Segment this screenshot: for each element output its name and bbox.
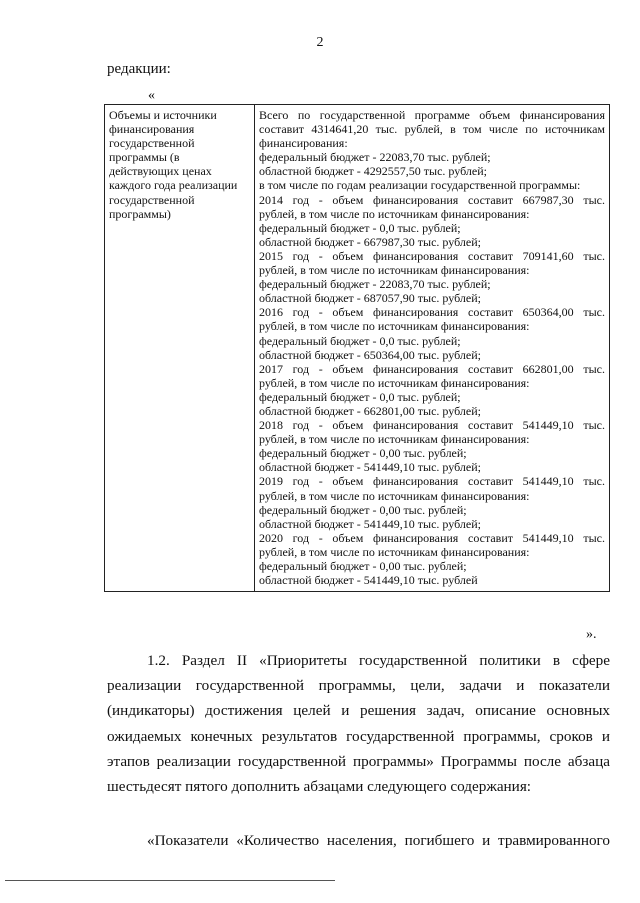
funding-line: областной бюджет - 662801,00 тыс. рублей;: [259, 403, 481, 418]
paragraph-line: этапов реализации государственной программы» Программы после абзаца: [107, 752, 610, 770]
table-row: [105, 105, 610, 592]
funding-line: рублей, в том числе по источникам финансирования:: [259, 263, 530, 278]
funding-line: рублей, в том числе по источникам финансирования:: [259, 319, 530, 334]
funding-line: 2020 год - объем финансирования составит 541449,10 тыс.: [259, 530, 605, 545]
funding-line: рублей, в том числе по источникам финансирования:: [259, 375, 530, 390]
funding-line: областной бюджет - 4292557,50 тыс. рублей;: [259, 164, 487, 179]
funding-line: областной бюджет - 541449,10 тыс. рублей;: [259, 516, 481, 531]
paragraph-line: (индикаторы) достижения целей и решения задач, описание основных: [107, 702, 610, 720]
funding-line: рублей, в том числе по источникам финансирования:: [259, 432, 530, 447]
footer-divider: [5, 880, 335, 881]
funding-line: федеральный бюджет - 0,0 тыс. рублей;: [259, 333, 461, 348]
intro-text: редакции:: [107, 61, 171, 77]
table-label-cell: Объемы и источники финансирования государственной программы (в действующих ценах каждого года реализации государственной программы): [105, 105, 255, 592]
funding-line: финансирования:: [259, 136, 348, 151]
funding-line: составит 4314641,20 тыс. рублей, в том числе по источникам: [259, 122, 605, 137]
funding-line: рублей, в том числе по источникам финансирования:: [259, 544, 530, 559]
funding-line: федеральный бюджет - 0,00 тыс. рублей;: [259, 502, 467, 517]
funding-line: рублей, в том числе по источникам финансирования:: [259, 206, 530, 221]
funding-line: федеральный бюджет - 22083,70 тыс. рублей;: [259, 277, 491, 292]
funding-line: областной бюджет - 541449,10 тыс. рублей;: [259, 460, 481, 475]
paragraph-line: шестьдесят пятого дополнить абзацами следующего содержания:: [107, 778, 532, 796]
funding-line: 2018 год - объем финансирования составит 541449,10 тыс.: [259, 418, 605, 433]
funding-line: рублей, в том числе по источникам финансирования:: [259, 488, 530, 503]
opening-quote-mark: «: [148, 88, 155, 103]
funding-line: федеральный бюджет - 0,00 тыс. рублей;: [259, 446, 467, 461]
funding-line: федеральный бюджет - 22083,70 тыс. рублей;: [259, 150, 491, 165]
paragraph-line: «Показатели «Количество населения, погибшего и травмированного: [147, 832, 610, 849]
page-number: 2: [316, 35, 324, 50]
paragraph-line: 1.2. Раздел II «Приоритеты государственной политики в сфере: [147, 652, 610, 669]
funding-line: федеральный бюджет - 0,00 тыс. рублей;: [259, 559, 467, 573]
funding-line: федеральный бюджет - 0,0 тыс. рублей;: [259, 389, 461, 404]
funding-line: 2016 год - объем финансирования составит 650364,00 тыс.: [259, 305, 605, 320]
paragraph-line: реализации государственной программы, цели, задачи и показатели: [107, 677, 610, 695]
funding-line: областной бюджет - 687057,90 тыс. рублей;: [259, 291, 481, 306]
funding-line: Всего по государственной программе объем финансирования: [259, 108, 605, 122]
amendment-paragraph: [107, 648, 610, 799]
paragraph-line: ожидаемых конечных результатов государственной программы, сроков и: [107, 727, 610, 745]
closing-quote-mark: ».: [586, 627, 597, 642]
indicators-paragraph: [107, 828, 610, 853]
funding-line: областной бюджет - 667987,30 тыс. рублей;: [259, 234, 481, 249]
funding-line: 2014 год - объем финансирования составит 667987,30 тыс.: [259, 192, 605, 207]
table-value-cell: [255, 105, 610, 592]
program-funding-table: [104, 104, 610, 592]
funding-line: в том числе по годам реализации государственной программы:: [259, 178, 581, 193]
funding-line: 2019 год - объем финансирования составит 541449,10 тыс.: [259, 474, 605, 489]
funding-line: областной бюджет - 650364,00 тыс. рублей;: [259, 347, 481, 362]
funding-line: федеральный бюджет - 0,0 тыс. рублей;: [259, 220, 461, 235]
funding-line: областной бюджет - 541449,10 тыс. рублей: [259, 573, 478, 588]
funding-line: 2015 год - объем финансирования составит 709141,60 тыс.: [259, 248, 605, 263]
funding-line: 2017 год - объем финансирования составит 662801,00 тыс.: [259, 361, 605, 376]
